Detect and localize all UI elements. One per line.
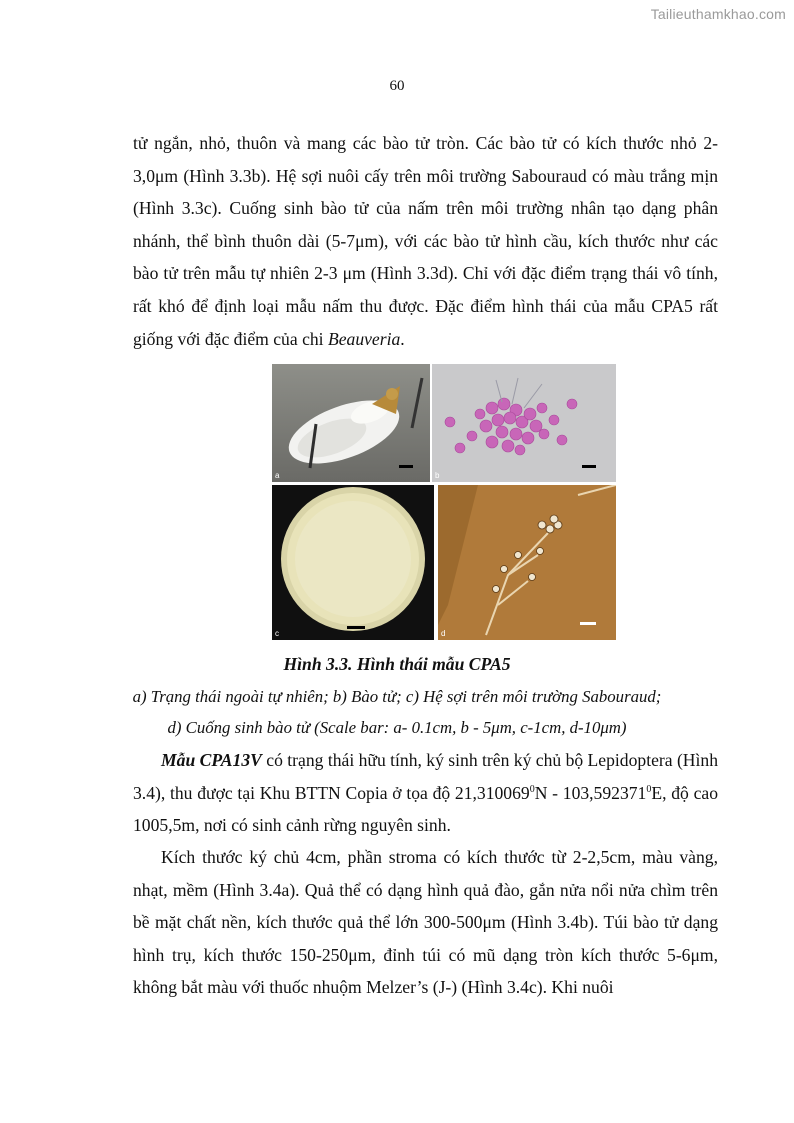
figure-panel-b — [432, 364, 616, 482]
scale-bar-a — [399, 465, 413, 468]
panel-letter-b: b — [435, 471, 440, 480]
figure-caption-line-1: a) Trạng thái ngoài tự nhiên; b) Bào tử; c) Hệ sợi trên môi trường Sabouraud; — [132, 687, 662, 706]
paragraph-3-text: Kích thước ký chủ 4cm, phần stroma có kích thước từ 2-2,5cm, màu vàng, nhạt, mềm (Hình 3.4a). Quả thể có dạng hình quả đào, gắn nửa nổi nửa chìm trên bề mặt chất nền, kích thước quả thể lớn 300-500μm (Hình 3.4b). Túi bào tử dạng hình trụ, kích thước 150-250μm, đỉnh túi có mũ dạng tròn kích thước 5-6μm, không bắt màu với thuốc nhuộm Melzer’s (J-) (Hình 3.4c). Khi nuôi — [133, 847, 718, 998]
figure-panel-a — [272, 364, 430, 482]
figure-panel-c — [272, 485, 434, 640]
caption-line-2-c: ) — [620, 718, 627, 737]
figure-caption-title: Hình 3.3. Hình thái mẫu CPA5 — [283, 654, 511, 674]
page-number: 60 — [389, 78, 405, 94]
caption-line-2-a: d) Cuống sinh bào tử ( — [167, 718, 320, 737]
conidiophore-image — [438, 485, 616, 640]
panel-letter-c: c — [275, 629, 279, 638]
paragraph-1-end: . — [400, 328, 405, 349]
paragraph-1 — [133, 127, 718, 355]
paragraph-2-text-1: có trạng thái hữu tính, ký sinh trên ký chủ bộ Lepidoptera (Hình 3.4), thu được tại Khu BTTN Copia ở tọa độ 21,310069 — [133, 750, 718, 803]
figure-panel-d — [438, 485, 616, 640]
paragraph-2-text-2: N - 103,592371 — [534, 782, 647, 803]
paragraph-2-text-3: E, độ cao 1005,5m, nơi có sinh cảnh rừng nguyên sinh. — [133, 782, 718, 836]
scale-bar-b — [582, 465, 596, 468]
figure-3-3 — [272, 364, 616, 640]
superscript-2: 0 — [646, 783, 652, 795]
figure-caption-line-2 — [0, 718, 794, 738]
superscript-1: 0 — [529, 783, 535, 795]
watermark: Tailieuthamkhao.com — [650, 6, 786, 22]
caption-scale-bar: Scale bar: a- 0.1cm, b - 5μm, c-1cm, d-10μm — [319, 718, 621, 737]
scale-bar-d — [580, 622, 596, 625]
sample-name: Mẫu CPA13V — [161, 750, 262, 770]
scale-bar-c — [347, 626, 365, 629]
panel-letter-a: a — [275, 471, 280, 480]
petri-dish-image — [272, 485, 434, 640]
genus-name: Beauveria — [327, 328, 401, 349]
paragraph-3 — [133, 841, 718, 1004]
paragraph-1-text: tử ngắn, nhỏ, thuôn và mang các bào tử tròn. Các bào tử có kích thước nhỏ 2-3,0μm (Hình 3.3b). Hệ sợi nuôi cấy trên môi trường Sabouraud có màu trắng mịn (Hình 3.3c). Cuống sinh bào tử của nấm trên môi trường nhân tạo dạng phân nhánh, thể bình thuôn dài (5-7μm), với các bào tử hình cầu, kích thước như các bào tử trên mẫu tự nhiên 2-3 μm (Hình 3.3d). Chỉ với đặc điểm trạng thái vô tính, rất khó để định loại mẫu nấm thu được. Đặc điểm hình thái của mẫu CPA5 rất giống với đặc điểm của chi — [133, 133, 718, 349]
panel-letter-d: d — [441, 629, 446, 638]
paragraph-2 — [133, 744, 718, 842]
